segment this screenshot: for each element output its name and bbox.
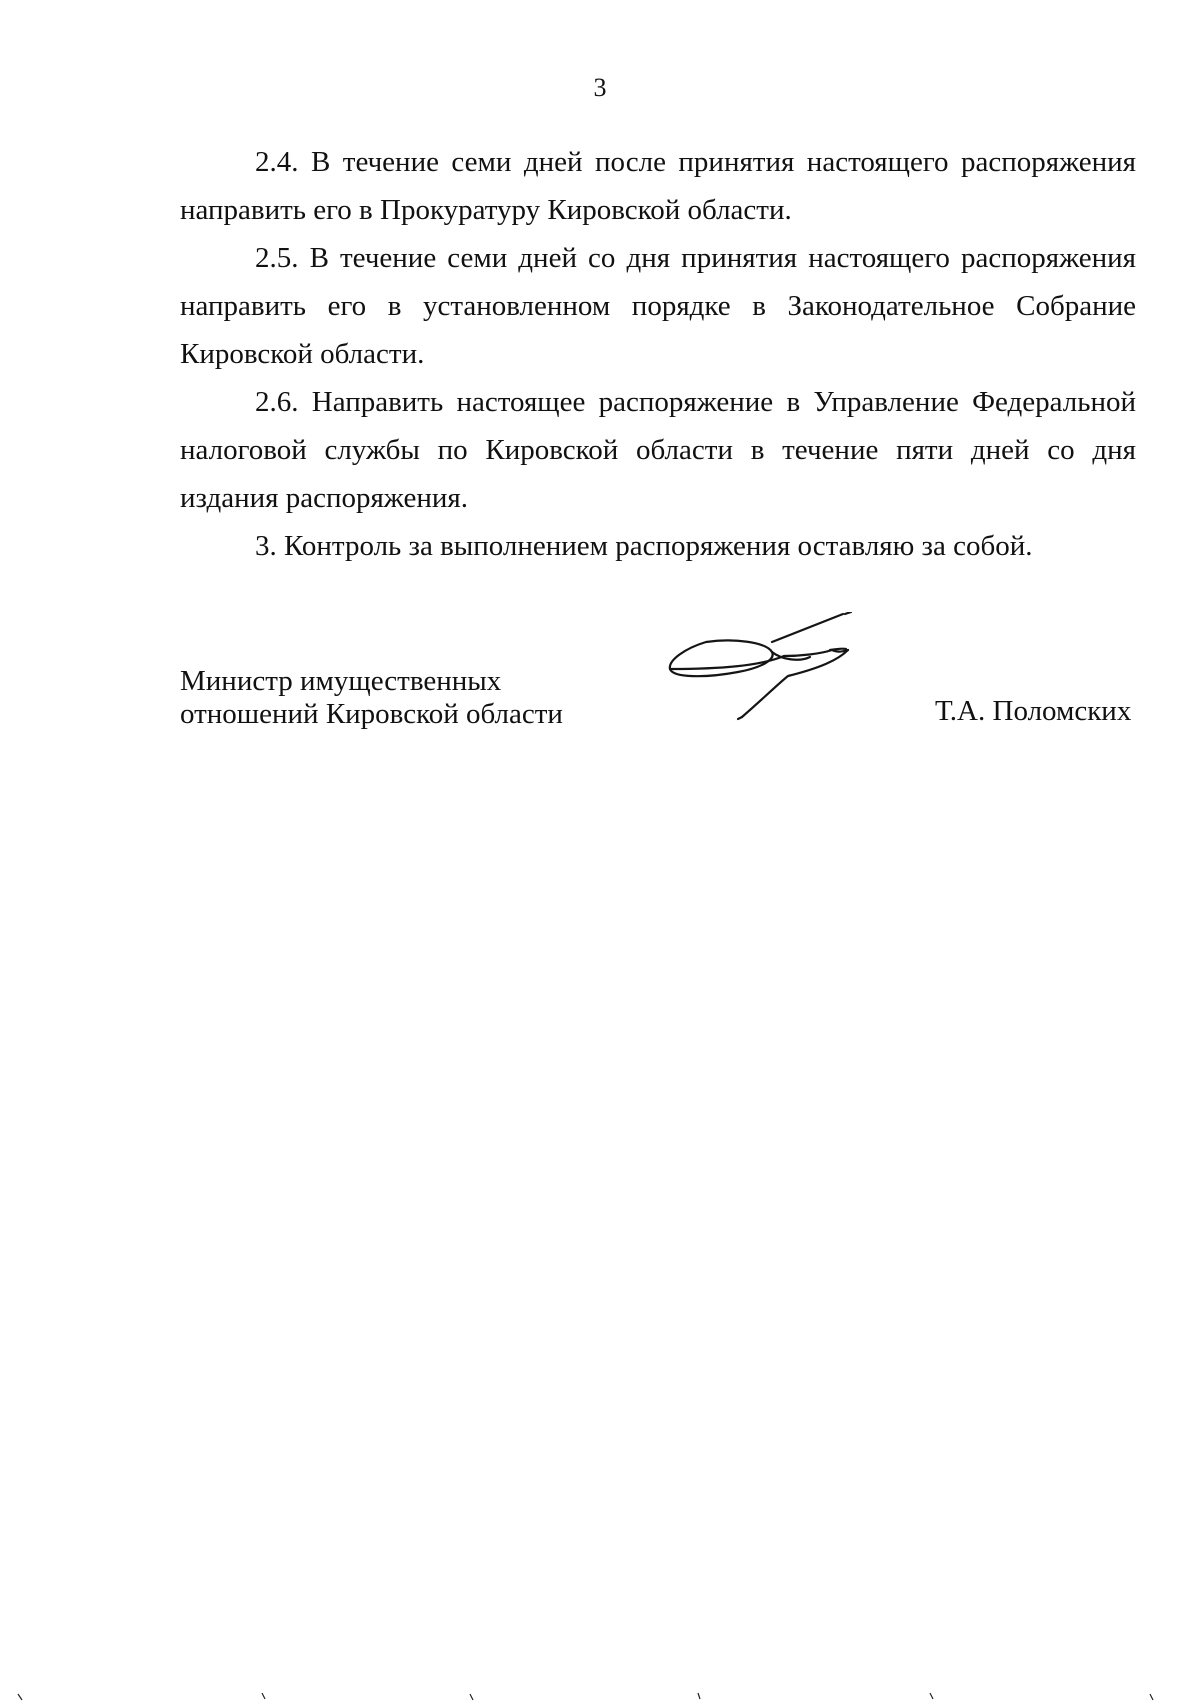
- paragraph-3: 3. Контроль за выполнением распоряжения оставляю за собой.: [255, 530, 1033, 562]
- paragraph-2-4: 2.4. В течение семи дней после принятия настоящего распоряжения направить его в Прокуратуру Кировской области.: [180, 146, 1136, 226]
- handwritten-signature-icon: [660, 612, 925, 740]
- signatory-position-line-2: отношений Кировской области: [180, 698, 563, 730]
- signatory-position: [180, 665, 563, 731]
- signatory-position-line-1: Министр имущественных: [180, 665, 502, 697]
- document-body: [180, 138, 1136, 570]
- page-number: 3: [593, 73, 607, 102]
- paragraph-2-6: 2.6. Направить настоящее распоряжение в Управление Федеральной налоговой службы по Кировской области в течение пяти дней со дня издания распоряжения.: [180, 386, 1136, 514]
- signatory-name: Т.А. Поломских: [935, 695, 1132, 727]
- paragraph-2-5: 2.5. В течение семи дней со дня принятия настоящего распоряжения направить его в установленном порядке в Законодательное Собрание Кировской области.: [180, 242, 1136, 370]
- scan-edge-specks: [0, 1690, 1200, 1702]
